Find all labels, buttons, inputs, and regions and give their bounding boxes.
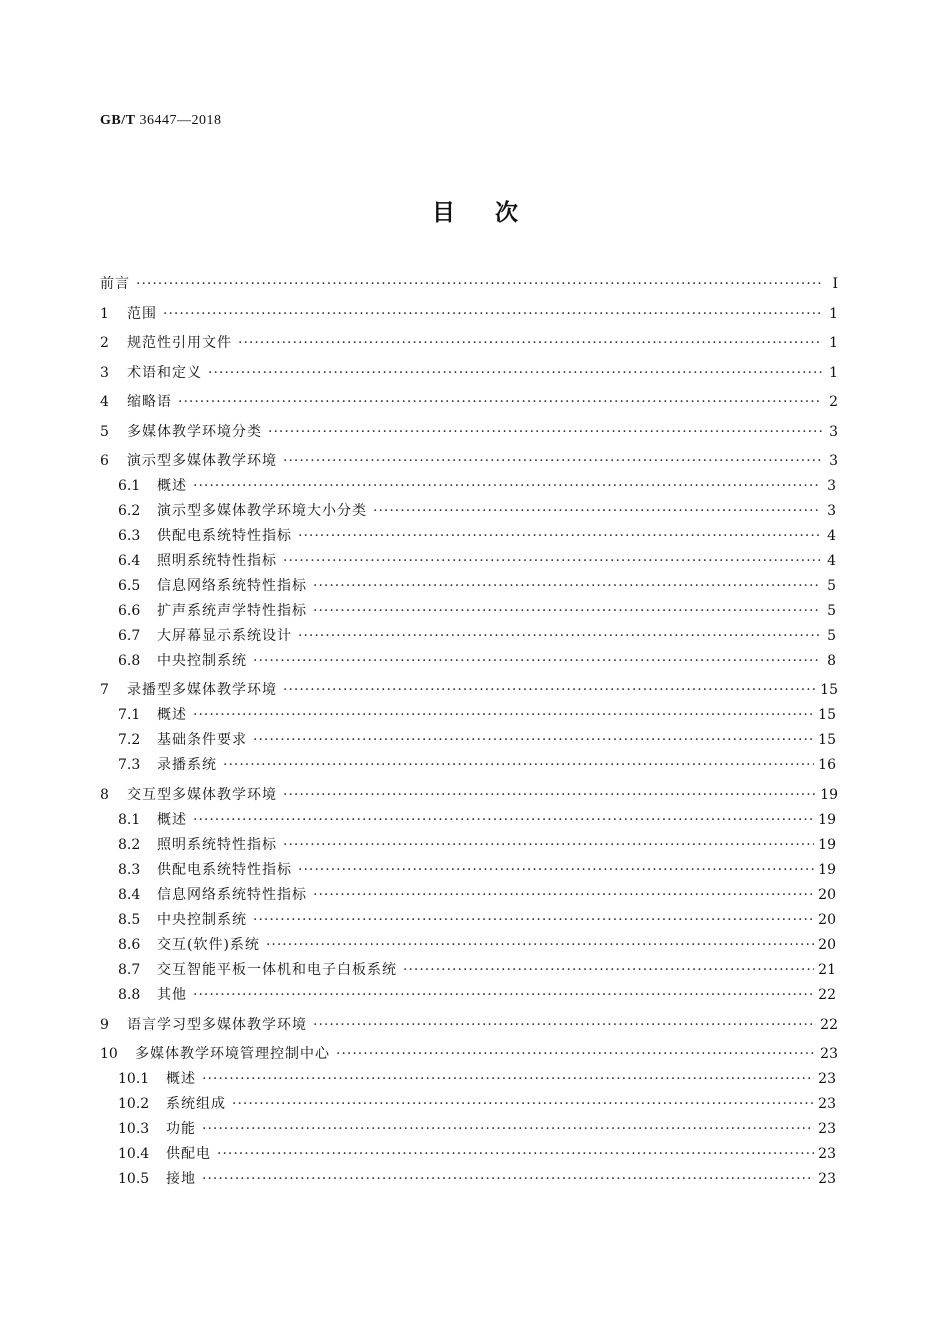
dot-leader	[208, 365, 822, 381]
toc-entry-label: 规范性引用文件	[127, 335, 232, 351]
dot-leader	[298, 862, 814, 878]
toc-entry[interactable]	[100, 650, 838, 670]
toc-entry-number: 6.4	[118, 553, 141, 569]
dot-leader	[193, 478, 820, 494]
toc-entry-label: 术语和定义	[127, 365, 202, 381]
toc-entry[interactable]	[100, 704, 838, 724]
document-header	[100, 113, 221, 129]
toc-entry-page: 20	[818, 887, 836, 903]
toc-entry-page: 23	[818, 1146, 836, 1162]
dot-leader	[232, 1096, 814, 1112]
dot-leader	[283, 453, 822, 469]
toc-entry-page: 19	[818, 837, 836, 853]
toc-entry-page: 1	[829, 365, 838, 381]
toc-entry-page: 15	[818, 707, 836, 723]
toc-entry[interactable]	[100, 959, 838, 979]
toc-entry-page: 5	[827, 578, 836, 594]
toc-entry[interactable]	[100, 984, 838, 1004]
toc-entry-page: 15	[818, 732, 836, 748]
toc-entry[interactable]	[100, 729, 838, 749]
toc-entry[interactable]	[100, 1043, 838, 1063]
toc-entry[interactable]	[100, 1118, 838, 1138]
toc-entry-label: 基础条件要求	[157, 732, 247, 748]
dot-leader	[298, 528, 820, 544]
toc-entry[interactable]	[100, 500, 838, 520]
toc-entry-page: 19	[818, 862, 836, 878]
toc-entry-page: 21	[818, 962, 836, 978]
toc-entry[interactable]	[100, 273, 838, 293]
dot-leader	[193, 987, 814, 1003]
dot-leader	[202, 1171, 814, 1187]
toc-entry-label: 前言	[100, 276, 130, 292]
toc-entry-page: 4	[827, 553, 836, 569]
toc-entry-label: 信息网络系统特性指标	[157, 578, 307, 594]
toc-entry-page: 23	[818, 1071, 836, 1087]
toc-entry-number: 6.7	[118, 628, 141, 644]
toc-entry-page: 19	[818, 812, 836, 828]
toc-entry-number: 6.2	[118, 503, 141, 519]
toc-entry-label: 交互型多媒体教学环境	[127, 787, 277, 803]
toc-entry[interactable]	[100, 550, 838, 570]
toc-entry-page: 5	[827, 603, 836, 619]
dot-leader	[202, 1121, 814, 1137]
toc-entry-number: 6.5	[118, 578, 141, 594]
toc-entry-number: 3	[100, 365, 109, 381]
toc-entry-number: 10.5	[118, 1171, 150, 1187]
toc-entry[interactable]	[100, 934, 838, 954]
toc-entry[interactable]	[100, 303, 838, 323]
dot-leader	[283, 787, 816, 803]
toc-entry-label: 照明系统特性指标	[157, 837, 277, 853]
toc-entry-number: 6.1	[118, 478, 141, 494]
toc-entry-label: 功能	[166, 1121, 196, 1137]
toc-entry[interactable]	[100, 1014, 838, 1034]
dot-leader	[238, 335, 822, 351]
toc-entry-page: 3	[829, 424, 838, 440]
toc-entry-label: 交互智能平板一体机和电子白板系统	[157, 962, 397, 978]
toc-entry-label: 录播型多媒体教学环境	[127, 682, 277, 698]
toc-entry-label: 演示型多媒体教学环境大小分类	[157, 503, 367, 519]
toc-entry[interactable]	[100, 450, 838, 470]
toc-entry-number: 1	[100, 306, 109, 322]
toc-entry-number: 6.8	[118, 653, 141, 669]
toc-entry-label: 演示型多媒体教学环境	[127, 453, 277, 469]
toc-entry-page: 1	[829, 306, 838, 322]
toc-entry-label: 缩略语	[127, 394, 172, 410]
toc-entry-label: 系统组成	[166, 1096, 226, 1112]
dot-leader	[193, 812, 814, 828]
toc-entry[interactable]	[100, 362, 838, 382]
toc-entry-page: 23	[818, 1121, 836, 1137]
toc-entry-label: 接地	[166, 1171, 196, 1187]
toc-entry-number: 10.3	[118, 1121, 150, 1137]
dot-leader	[313, 603, 820, 619]
toc-entry-number: 8.5	[118, 912, 141, 928]
toc-entry-label: 扩声系统声学特性指标	[157, 603, 307, 619]
toc-entry-label: 多媒体教学环境管理控制中心	[135, 1046, 330, 1062]
toc-entry-page: 22	[820, 1017, 838, 1033]
toc-entry-page: 20	[818, 912, 836, 928]
dot-leader	[178, 394, 822, 410]
standard-code: GB/T	[100, 113, 136, 128]
toc-entry[interactable]	[100, 754, 838, 774]
toc-entry[interactable]	[100, 625, 838, 645]
toc-entry-number: 8.3	[118, 862, 141, 878]
toc-entry-number: 8.1	[118, 812, 141, 828]
toc-entry-page: 23	[818, 1096, 836, 1112]
toc-entry[interactable]	[100, 909, 838, 929]
dot-leader	[202, 1071, 814, 1087]
dot-leader	[336, 1046, 816, 1062]
dot-leader	[193, 707, 814, 723]
dot-leader	[163, 306, 822, 322]
toc-entry-page: 8	[827, 653, 836, 669]
toc-title: 目次	[432, 199, 558, 226]
toc-entry-label: 语言学习型多媒体教学环境	[127, 1017, 307, 1033]
dot-leader	[253, 732, 814, 748]
toc-entry-number: 10.1	[118, 1071, 150, 1087]
dot-leader	[266, 937, 814, 953]
toc-entry-number: 7	[100, 682, 109, 698]
toc-entry-number: 10.2	[118, 1096, 150, 1112]
toc-entry-page: 23	[820, 1046, 838, 1062]
toc-entry[interactable]	[100, 784, 838, 804]
toc-entry-label: 范围	[127, 306, 157, 322]
dot-leader	[253, 912, 814, 928]
toc-entry-number: 8.4	[118, 887, 141, 903]
toc-entry[interactable]	[100, 834, 838, 854]
toc-entry-label: 交互(软件)系统	[157, 937, 260, 953]
dot-leader	[283, 837, 814, 853]
toc-entry-page: 5	[827, 628, 836, 644]
toc-entry-label: 其他	[157, 987, 187, 1003]
toc-entry-page: 3	[827, 478, 836, 494]
toc-entry-label: 大屏幕显示系统设计	[157, 628, 292, 644]
toc-entry-number: 4	[100, 394, 109, 410]
toc-entry-label: 中央控制系统	[157, 912, 247, 928]
toc-entry-page: 4	[827, 528, 836, 544]
toc-entry-number: 8.7	[118, 962, 141, 978]
toc-entry[interactable]	[100, 525, 838, 545]
dot-leader	[298, 628, 820, 644]
toc-entry-label: 中央控制系统	[157, 653, 247, 669]
toc-entry[interactable]	[100, 421, 838, 441]
toc-entry-label: 供配电系统特性指标	[157, 528, 292, 544]
dot-leader	[217, 1146, 814, 1162]
dot-leader	[136, 276, 822, 292]
toc-entry[interactable]	[100, 600, 838, 620]
toc-entry-number: 6.3	[118, 528, 141, 544]
toc-entry-label: 供配电系统特性指标	[157, 862, 292, 878]
dot-leader	[283, 553, 820, 569]
toc-entry-label: 概述	[157, 478, 187, 494]
dot-leader	[403, 962, 814, 978]
toc-entry-number: 7.2	[118, 732, 141, 748]
toc-entry-number: 2	[100, 335, 109, 351]
toc-entry-number: 6	[100, 453, 109, 469]
toc-entry-number: 10	[100, 1046, 118, 1062]
toc-entry-label: 概述	[157, 812, 187, 828]
toc-entry-label: 录播系统	[157, 757, 217, 773]
dot-leader	[253, 653, 820, 669]
toc-entry-number: 8.8	[118, 987, 141, 1003]
dot-leader	[283, 682, 816, 698]
toc-entry[interactable]	[100, 1093, 838, 1113]
toc-entry-page: 2	[829, 394, 838, 410]
toc-entry-number: 8	[100, 787, 109, 803]
standard-number: 36447—2018	[139, 113, 222, 128]
toc-entry[interactable]	[100, 575, 838, 595]
dot-leader	[223, 757, 814, 773]
toc-entry-page: 23	[818, 1171, 836, 1187]
toc-entry-page: 1	[829, 335, 838, 351]
toc-entry-number: 8.6	[118, 937, 141, 953]
toc-entry-page: 15	[820, 682, 838, 698]
toc-entry-page: 20	[818, 937, 836, 953]
toc-entry[interactable]	[100, 884, 838, 904]
dot-leader	[313, 1017, 816, 1033]
dot-leader	[313, 887, 814, 903]
toc-entry[interactable]	[100, 859, 838, 879]
toc-entry-label: 概述	[157, 707, 187, 723]
toc-entry-label: 多媒体教学环境分类	[127, 424, 262, 440]
toc-entry-number: 9	[100, 1017, 109, 1033]
toc-entry-page: Ⅰ	[832, 276, 838, 292]
toc-entry-label: 供配电	[166, 1146, 211, 1162]
dot-leader	[373, 503, 820, 519]
toc-entry-number: 6.6	[118, 603, 141, 619]
toc-entry[interactable]	[100, 679, 838, 699]
toc-entry[interactable]	[100, 1068, 838, 1088]
toc-entry-label: 信息网络系统特性指标	[157, 887, 307, 903]
toc-entry[interactable]	[100, 809, 838, 829]
toc-entry-number: 5	[100, 424, 109, 440]
toc-entry-label: 概述	[166, 1071, 196, 1087]
toc-entry-page: 16	[818, 757, 836, 773]
toc-entry[interactable]	[100, 391, 838, 411]
toc-entry-page: 3	[829, 453, 838, 469]
toc-entry-page: 22	[818, 987, 836, 1003]
toc-entry-number: 8.2	[118, 837, 141, 853]
toc-entry[interactable]	[100, 1168, 838, 1188]
toc-entry-number: 10.4	[118, 1146, 150, 1162]
dot-leader	[313, 578, 820, 594]
toc-entry-number: 7.1	[118, 707, 141, 723]
toc-entry[interactable]	[100, 332, 838, 352]
dot-leader	[268, 424, 822, 440]
toc-entry-number: 7.3	[118, 757, 141, 773]
toc-entry[interactable]	[100, 1143, 838, 1163]
toc-entry[interactable]	[100, 475, 838, 495]
toc-entry-page: 3	[827, 503, 836, 519]
toc-entry-page: 19	[820, 787, 838, 803]
toc-entry-label: 照明系统特性指标	[157, 553, 277, 569]
